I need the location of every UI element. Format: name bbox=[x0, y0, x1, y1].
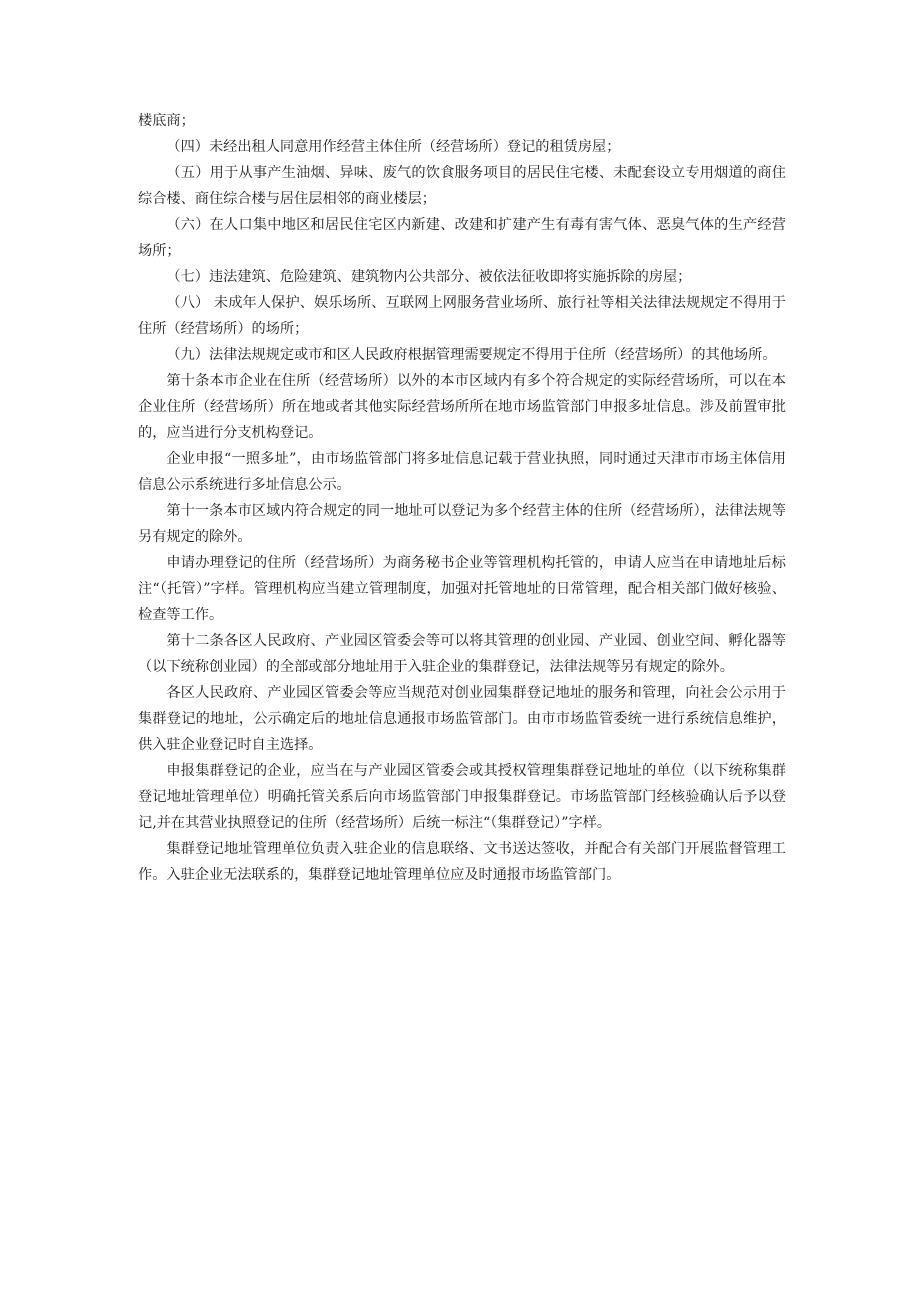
paragraph: 申请办理登记的住所（经营场所）为商务秘书企业等管理机构托管的，申请人应当在申请地址后标注“（托管）”字样。管理机构应当建立管理制度，加强对托管地址的日常管理，配合相关部门做好核验、检查等工作。 bbox=[138, 555, 786, 623]
paragraph: 楼底商； bbox=[138, 113, 195, 129]
document-body bbox=[138, 108, 786, 888]
paragraph: （五）用于从事产生油烟、异味、废气的饮食服务项目的居民住宅楼、未配套设立专用烟道的商住综合楼、商住综合楼与居住层相邻的商业楼层； bbox=[138, 165, 786, 207]
paragraph: 第十条本市企业在住所（经营场所）以外的本市区域内有多个符合规定的实际经营场所，可以在本企业住所（经营场所）所在地或者其他实际经营场所所在地市场监管部门申报多址信息。涉及前置审批的，应当进行分支机构登记。 bbox=[138, 373, 786, 441]
paragraph: （六）在人口集中地区和居民住宅区内新建、改建和扩建产生有毒有害气体、恶臭气体的生产经营场所； bbox=[138, 217, 786, 259]
paragraph: 第十二条各区人民政府、产业园区管委会等可以将其管理的创业园、产业园、创业空间、孵化器等（以下统称创业园）的全部或部分地址用于入驻企业的集群登记，法律法规等另有规定的除外。 bbox=[138, 633, 786, 675]
paragraph: （七）违法建筑、危险建筑、建筑物内公共部分、被依法征收即将实施拆除的房屋； bbox=[166, 269, 692, 285]
paragraph: 第十一条本市区域内符合规定的同一地址可以登记为多个经营主体的住所（经营场所），法律法规等另有规定的除外。 bbox=[138, 503, 786, 545]
paragraph: 集群登记地址管理单位负责入驻企业的信息联络、文书送达签收，并配合有关部门开展监督管理工作。入驻企业无法联系的，集群登记地址管理单位应及时通报市场监管部门。 bbox=[138, 841, 786, 883]
paragraph: 申报集群登记的企业，应当在与产业园区管委会或其授权管理集群登记地址的单位（以下统称集群登记地址管理单位）明确托管关系后向市场监管部门申报集群登记。市场监管部门经核验确认后予以登记,并在其营业执照登记的住所（经营场所）后统一标注“（集群登记）”字样。 bbox=[138, 763, 786, 831]
paragraph: （八） 未成年人保护、娱乐场所、互联网上网服务营业场所、旅行社等相关法律法规规定不得用于住所（经营场所）的场所； bbox=[138, 295, 786, 337]
paragraph: （九）法律法规规定或市和区人民政府根据管理需要规定不得用于住所（经营场所）的其他场所。 bbox=[166, 347, 777, 363]
paragraph: （四）未经出租人同意用作经营主体住所（经营场所）登记的租赁房屋； bbox=[166, 139, 621, 155]
paragraph: 各区人民政府、产业园区管委会等应当规范对创业园集群登记地址的服务和管理，向社会公示用于集群登记的地址，公示确定后的地址信息通报市场监管部门。由市市场监管委统一进行系统信息维护，供入驻企业登记时自主选择。 bbox=[138, 685, 786, 753]
paragraph: 企业申报“一照多址”，由市场监管部门将多址信息记载于营业执照，同时通过天津市市场主体信用信息公示系统进行多址信息公示。 bbox=[138, 451, 786, 493]
